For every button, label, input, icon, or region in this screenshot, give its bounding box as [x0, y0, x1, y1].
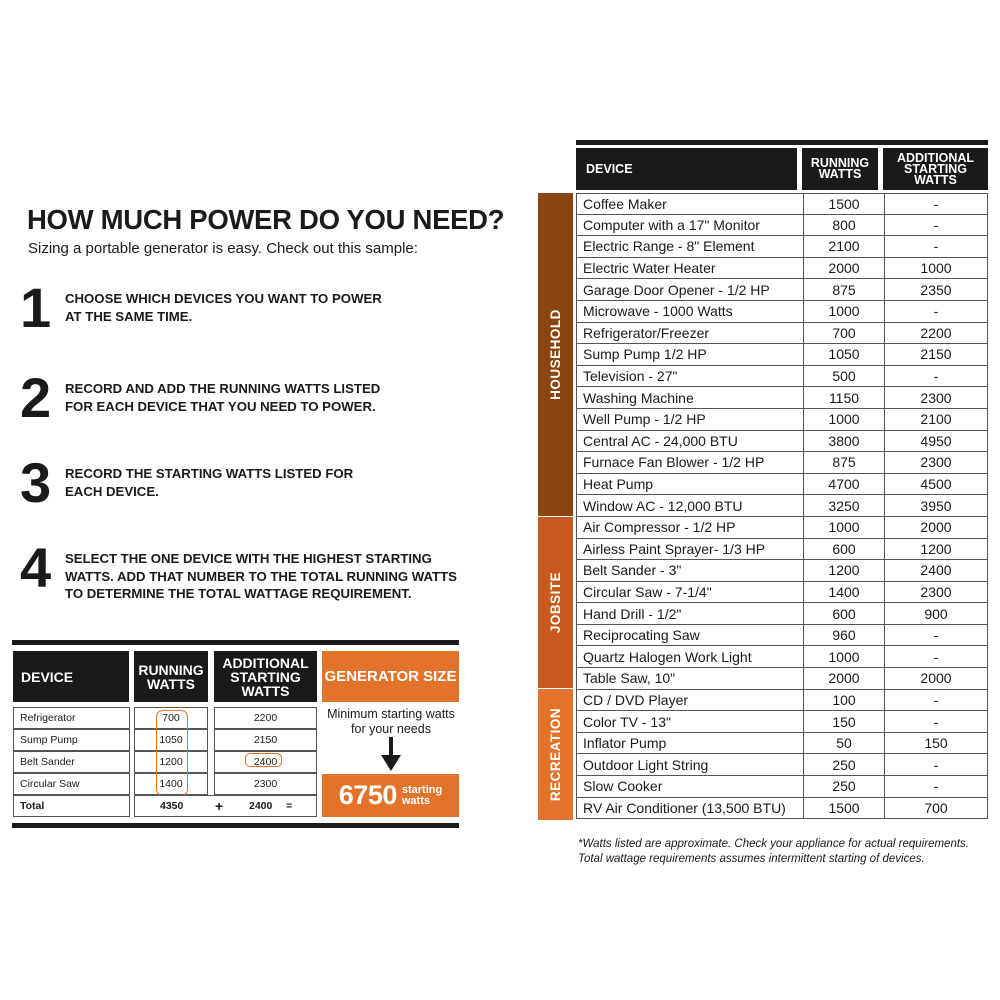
additional-watts-cell: 2300	[884, 387, 988, 409]
additional-watts-cell: -	[884, 690, 988, 712]
page-subtitle: Sizing a portable generator is easy. Check out this sample:	[28, 240, 418, 257]
additional-watts-cell: -	[884, 625, 988, 647]
table-row	[576, 733, 988, 755]
device-cell: Heat Pump	[576, 474, 803, 496]
device-cell: Garage Door Opener - 1/2 HP	[576, 279, 803, 301]
running-watts-cell: 700	[803, 323, 884, 345]
device-cell: Inflator Pump	[576, 733, 803, 755]
device-cell: Coffee Maker	[576, 193, 803, 215]
device-cell: Computer with a 17" Monitor	[576, 215, 803, 237]
sample-additional: 2300	[214, 773, 317, 795]
running-watts-cell: 4700	[803, 474, 884, 496]
running-watts-cell: 600	[803, 539, 884, 561]
additional-watts-cell: -	[884, 215, 988, 237]
additional-watts-cell: 2300	[884, 582, 988, 604]
sample-running: 1200	[134, 751, 208, 773]
additional-watts-cell: 2400	[884, 560, 988, 582]
device-cell: Quartz Halogen Work Light	[576, 646, 803, 668]
step-text: RECORD THE STARTING WATTS LISTED FOR EACH DEVICE.	[65, 466, 354, 499]
device-cell: Electric Water Heater	[576, 258, 803, 280]
arrow-down-icon	[380, 737, 402, 771]
step-2	[20, 366, 490, 450]
additional-watts-cell: 2200	[884, 323, 988, 345]
sample-running: 1050	[134, 729, 208, 751]
additional-watts-cell: -	[884, 754, 988, 776]
table-row	[576, 258, 988, 280]
table-row	[576, 279, 988, 301]
table-header-additional: ADDITIONAL STARTING WATTS	[883, 148, 988, 190]
running-watts-cell: 1000	[803, 517, 884, 539]
device-cell: Belt Sander - 3"	[576, 560, 803, 582]
step-text: CHOOSE WHICH DEVICES YOU WANT TO POWER AT THE SAME TIME.	[65, 291, 382, 324]
running-watts-cell: 600	[803, 603, 884, 625]
table-row	[576, 603, 988, 625]
additional-watts-cell: 2100	[884, 409, 988, 431]
sample-running: 1400	[134, 773, 208, 795]
running-watts-cell: 875	[803, 279, 884, 301]
device-cell: Microwave - 1000 Watts	[576, 301, 803, 323]
sample-total-row	[12, 795, 317, 817]
running-watts-cell: 50	[803, 733, 884, 755]
additional-watts-cell: -	[884, 193, 988, 215]
step-4	[20, 536, 490, 620]
sample-additional: 2200	[214, 707, 317, 729]
sample-total-label: Total	[13, 795, 130, 817]
device-cell: Outdoor Light String	[576, 754, 803, 776]
table-row	[576, 539, 988, 561]
sample-header-additional: ADDITIONAL STARTING WATTS	[214, 651, 317, 702]
table-row	[576, 387, 988, 409]
category-label: RECREATION	[548, 707, 564, 802]
table-row	[576, 193, 988, 215]
running-highlight-oval	[156, 710, 188, 796]
table-row	[576, 625, 988, 647]
result-value: 6750	[338, 780, 397, 810]
step-3	[20, 451, 490, 535]
device-cell: Furnace Fan Blower - 1/2 HP	[576, 452, 803, 474]
device-cell: Sump Pump 1/2 HP	[576, 344, 803, 366]
device-cell: Circular Saw - 7-1/4"	[576, 582, 803, 604]
plus-sign: +	[215, 798, 224, 814]
running-watts-cell: 960	[803, 625, 884, 647]
running-watts-cell: 1050	[803, 344, 884, 366]
running-watts-cell: 100	[803, 690, 884, 712]
table-row	[576, 711, 988, 733]
divider	[576, 140, 988, 145]
running-watts-cell: 3800	[803, 431, 884, 453]
running-watts-cell: 1400	[803, 582, 884, 604]
equals-sign: =	[286, 800, 293, 812]
additional-watts-cell: -	[884, 301, 988, 323]
table-row	[576, 798, 988, 820]
table-header-device: DEVICE	[576, 148, 797, 190]
sample-calculation	[12, 640, 460, 830]
table-row	[576, 301, 988, 323]
step-number: 4	[20, 536, 52, 599]
running-watts-cell: 1500	[803, 193, 884, 215]
step-text: RECORD AND ADD THE RUNNING WATTS LISTED FOR EACH DEVICE THAT YOU NEED TO POWER.	[65, 381, 381, 414]
table-row	[576, 236, 988, 258]
table-header-running: RUNNING WATTS	[802, 148, 878, 190]
step-text: SELECT THE ONE DEVICE WITH THE HIGHEST STARTING WATTS. ADD THAT NUMBER TO THE TOTAL RUNNING WATTS TO DETERMINE THE TOTAL WATTAGE REQUIREMENT.	[65, 551, 457, 601]
sample-header-running: RUNNING WATTS	[134, 651, 208, 702]
additional-watts-cell: 2150	[884, 344, 988, 366]
sample-header-device: DEVICE	[13, 651, 129, 702]
additional-watts-cell: 1200	[884, 539, 988, 561]
category-label: HOUSEHOLD	[548, 309, 564, 400]
table-row	[576, 452, 988, 474]
additional-watts-cell: 4500	[884, 474, 988, 496]
sample-additional: 2400	[214, 751, 317, 773]
running-watts-cell: 500	[803, 366, 884, 388]
step-number: 3	[20, 451, 52, 514]
additional-watts-cell: -	[884, 366, 988, 388]
running-watts-cell: 3250	[803, 495, 884, 517]
device-cell: Washing Machine	[576, 387, 803, 409]
step-number: 2	[20, 366, 52, 429]
device-cell: Airless Paint Sprayer- 1/3 HP	[576, 539, 803, 561]
sample-device: Circular Saw	[13, 773, 130, 795]
minimum-note: Minimum starting watts for your needs	[327, 707, 455, 736]
running-watts-cell: 2100	[803, 236, 884, 258]
device-cell: Refrigerator/Freezer	[576, 323, 803, 345]
table-row	[576, 668, 988, 690]
device-cell: RV Air Conditioner (13,500 BTU)	[576, 798, 803, 820]
table-row	[576, 776, 988, 798]
running-watts-cell: 2000	[803, 258, 884, 280]
table-row	[576, 344, 988, 366]
additional-watts-cell: 2300	[884, 452, 988, 474]
device-cell: Central AC - 24,000 BTU	[576, 431, 803, 453]
table-row	[576, 754, 988, 776]
sample-running: 700	[134, 707, 208, 729]
sample-total-additional: 2400	[249, 800, 273, 812]
additional-watts-cell: -	[884, 646, 988, 668]
additional-watts-cell: 1000	[884, 258, 988, 280]
device-cell: Table Saw, 10"	[576, 668, 803, 690]
running-watts-cell: 1000	[803, 409, 884, 431]
running-watts-cell: 2000	[803, 668, 884, 690]
device-cell: Window AC - 12,000 BTU	[576, 495, 803, 517]
additional-watts-cell: -	[884, 711, 988, 733]
device-cell: Slow Cooker	[576, 776, 803, 798]
highest-starting-highlight-oval	[245, 753, 282, 767]
device-cell: Well Pump - 1/2 HP	[576, 409, 803, 431]
device-cell: Electric Range - 8" Element	[576, 236, 803, 258]
running-watts-cell: 1000	[803, 301, 884, 323]
category-household	[538, 193, 573, 516]
sample-device: Refrigerator	[13, 707, 130, 729]
step-1	[20, 276, 490, 360]
additional-watts-cell: 2000	[884, 517, 988, 539]
additional-watts-cell: 3950	[884, 495, 988, 517]
sample-total-running: 4350	[160, 800, 184, 812]
table-row	[576, 690, 988, 712]
footnote: *Watts listed are approximate. Check your appliance for actual requirements. Total wattage requirements assumes intermittent starting of devices.	[578, 838, 969, 865]
additional-watts-cell: 900	[884, 603, 988, 625]
table-row	[576, 409, 988, 431]
table-row	[576, 646, 988, 668]
additional-watts-cell: -	[884, 236, 988, 258]
category-label: JOBSITE	[548, 571, 564, 634]
device-cell: Air Compressor - 1/2 HP	[576, 517, 803, 539]
additional-watts-cell: -	[884, 776, 988, 798]
device-cell: Hand Drill - 1/2"	[576, 603, 803, 625]
additional-watts-cell: 4950	[884, 431, 988, 453]
table-row	[576, 366, 988, 388]
running-watts-cell: 1150	[803, 387, 884, 409]
sample-additional: 2150	[214, 729, 317, 751]
running-watts-cell: 1500	[803, 798, 884, 820]
running-watts-cell: 250	[803, 754, 884, 776]
device-cell: Reciprocating Saw	[576, 625, 803, 647]
table-row	[576, 474, 988, 496]
table-row	[576, 582, 988, 604]
result-unit: starting watts	[401, 783, 443, 807]
running-watts-cell: 150	[803, 711, 884, 733]
device-cell: Color TV - 13"	[576, 711, 803, 733]
sample-device: Sump Pump	[13, 729, 130, 751]
wattage-table	[576, 193, 988, 819]
table-row	[576, 495, 988, 517]
table-row	[576, 517, 988, 539]
page-title: HOW MUCH POWER DO YOU NEED?	[27, 204, 505, 235]
running-watts-cell: 1200	[803, 560, 884, 582]
additional-watts-cell: 2350	[884, 279, 988, 301]
running-watts-cell: 875	[803, 452, 884, 474]
device-cell: Television - 27"	[576, 366, 803, 388]
divider	[12, 640, 459, 645]
running-watts-cell: 1000	[803, 646, 884, 668]
additional-watts-cell: 150	[884, 733, 988, 755]
category-jobsite	[538, 517, 573, 688]
additional-watts-cell: 2000	[884, 668, 988, 690]
table-row	[576, 431, 988, 453]
table-row	[576, 323, 988, 345]
table-row	[576, 560, 988, 582]
generator-size-result	[322, 774, 459, 817]
device-cell: CD / DVD Player	[576, 690, 803, 712]
running-watts-cell: 800	[803, 215, 884, 237]
running-watts-cell: 250	[803, 776, 884, 798]
category-recreation	[538, 689, 573, 820]
additional-watts-cell: 700	[884, 798, 988, 820]
sample-header-generator: GENERATOR SIZE	[322, 651, 459, 702]
divider	[12, 823, 459, 828]
step-number: 1	[20, 276, 52, 339]
sample-device: Belt Sander	[13, 751, 130, 773]
table-row	[576, 215, 988, 237]
